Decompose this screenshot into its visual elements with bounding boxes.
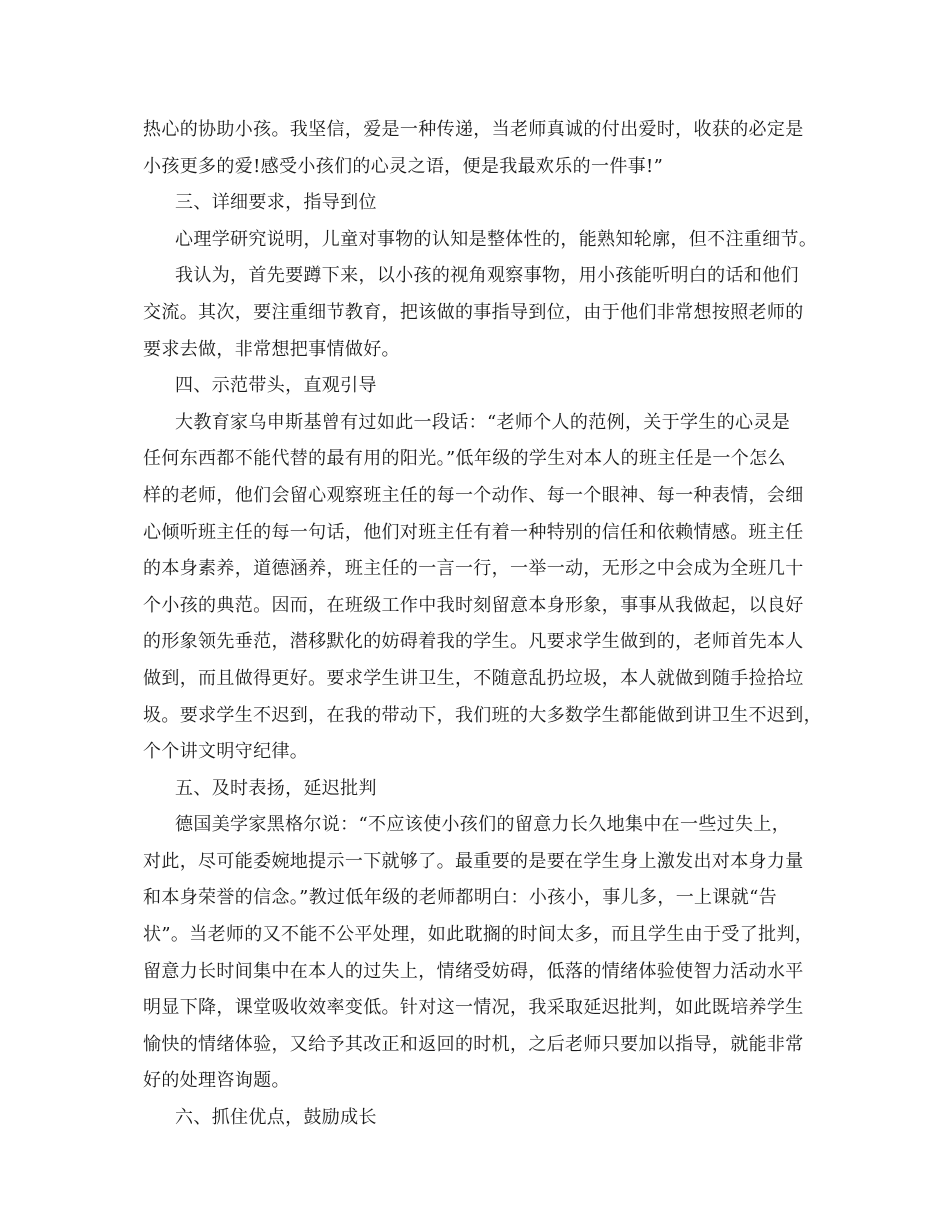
paragraph-line: 小孩更多的爱!感受小孩们的心灵之语，便是我最欢乐的一件事!” [143, 155, 664, 177]
paragraph-line: 和本身荣誉的信念。”教过低年级的老师都明白：小孩小，事儿多，一上课就“告 [143, 887, 778, 909]
paragraph-line: 留意力长时间集中在本人的过失上，情绪受妨碍，低落的情绪体验使智力活动水平 [143, 960, 804, 982]
paragraph-line: 交流。其次，要注重细节教育，把该做的事指导到位，由于他们非常想按照老师的 [143, 301, 804, 323]
paragraph-line: 做到，而且做得更好。要求学生讲卫生，不随意乱扔垃圾，本人就做到随手捡拾垃 [143, 667, 804, 689]
paragraph-line: 个个讲文明守纪律。 [143, 741, 309, 763]
paragraph-line: 任何东西都不能代替的最有用的阳光。”低年级的学生对本人的班主任是一个怎么 [143, 448, 786, 470]
paragraph-line: 热心的协助小孩。我坚信，爱是一种传递，当老师真诚的付出爱时，收获的必定是 [143, 119, 804, 140]
paragraph-line: 要求去做，非常想把事情做好。 [143, 338, 400, 360]
paragraph-line: 明显下降，课堂吸收效率变低。针对这一情况，我采取延迟批判，如此既培养学生 [143, 997, 804, 1019]
paragraph-line: 的形象领先垂范，潜移默化的妨碍着我的学生。凡要求学生做到的，老师首先本人 [143, 631, 804, 653]
paragraph-line-indented: 大教育家乌申斯基曾有过如此一段话：“老师个人的范例，关于学生的心灵是 [175, 411, 791, 433]
paragraph-line: 愉快的情绪体验，又给予其改正和返回的时机，之后老师只要加以指导，就能非常 [143, 1033, 804, 1055]
paragraph-line: 心倾听班主任的每一句话，他们对班主任有着一种特别的信任和依赖情感。班主任 [143, 521, 804, 543]
paragraph-line: 好的处理咨询题。 [143, 1070, 290, 1092]
paragraph-line-indented: 我认为，首先要蹲下来，以小孩的视角观察事物，用小孩能听明白的话和他们 [175, 265, 799, 287]
paragraph-line: 对此，尽可能委婉地提示一下就够了。最重要的是要在学生身上激发出对本身力量 [143, 850, 804, 872]
paragraph-line: 圾。要求学生不迟到，在我的带动下，我们班的大多数学生都能做到讲卫生不迟到， [143, 704, 822, 726]
paragraph-line: 样的老师，他们会留心观察班主任的每一个动作、每一个眼神、每一种表情，会细 [143, 484, 804, 506]
paragraph-line-indented: 六、抓住优点，鼓励成长 [175, 1107, 377, 1129]
paragraph-line-indented: 三、详细要求，指导到位 [175, 192, 377, 214]
paragraph-line: 个小孩的典范。因而，在班级工作中我时刻留意本身形象，事事从我做起，以良好 [143, 594, 804, 616]
paragraph-line-indented: 德国美学家黑格尔说：“不应该使小孩们的留意力长久地集中在一些过失上， [175, 814, 791, 836]
document-body [143, 112, 822, 1137]
paragraph-line: 的本身素养，道德涵养，班主任的一言一行，一举一动，无形之中会成为全班几十 [143, 558, 804, 580]
paragraph-line-indented: 心理学研究说明，儿童对事物的认知是整体性的，能熟知轮廓，但不注重细节。 [175, 228, 818, 250]
paragraph-line-indented: 五、及时表扬，延迟批判 [175, 777, 377, 799]
paragraph-line: 状”。当老师的又不能不公平处理，如此耽搁的时间太多，而且学生由于受了批判， [143, 924, 814, 946]
paragraph-line-indented: 四、示范带头，直观引导 [175, 375, 377, 397]
